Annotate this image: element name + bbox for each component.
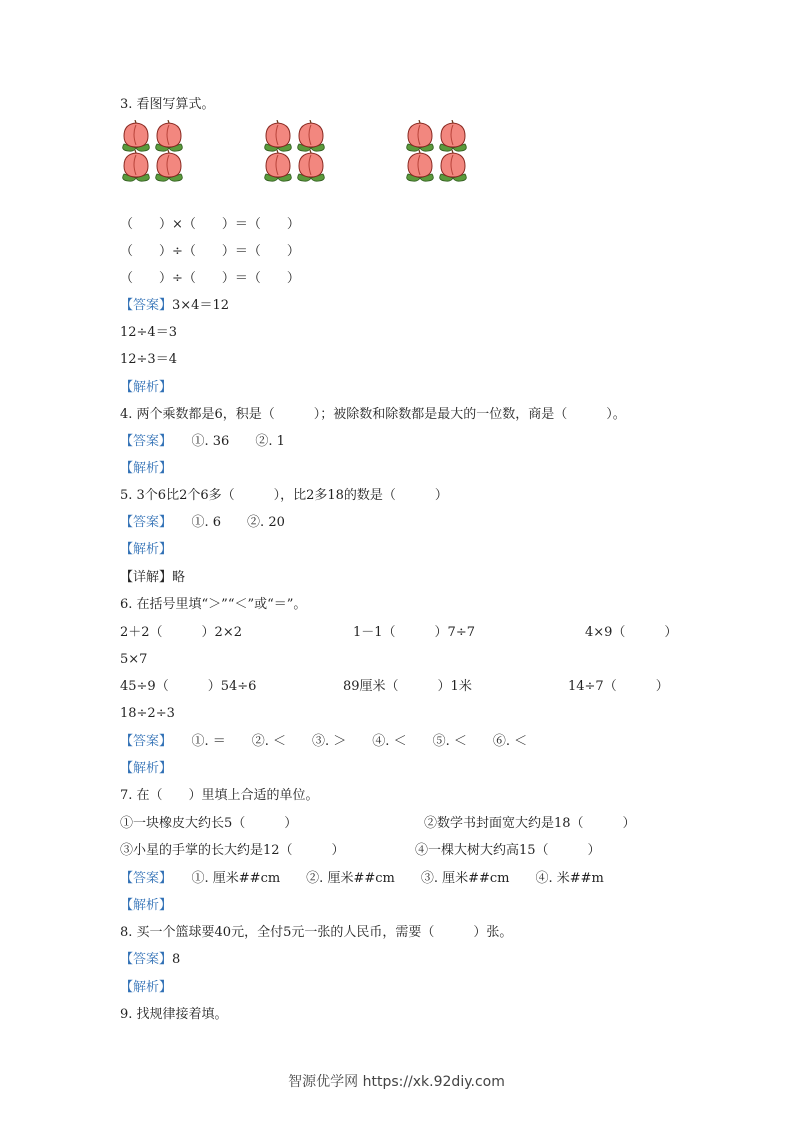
peach-group-3 bbox=[404, 120, 470, 180]
peach-icon bbox=[298, 150, 325, 181]
q3-answer-line2: 12÷4＝3 bbox=[120, 325, 177, 340]
q3-row1: （ ）×（ ）＝（ ） bbox=[120, 217, 300, 232]
answer-tag: 【答案】 bbox=[120, 952, 173, 967]
peach-icon bbox=[440, 150, 467, 181]
q3-analysis: 【解析】 bbox=[120, 380, 173, 395]
answer-tag: 【答案】 bbox=[120, 734, 166, 749]
q3-answer-line3: 12÷3＝4 bbox=[120, 352, 177, 367]
q6-item-3-tail: 5×7 bbox=[120, 652, 148, 667]
q7-analysis: 【解析】 bbox=[120, 898, 173, 913]
answer-text: ①. 36 ②. 1 bbox=[165, 434, 285, 449]
answer-tag: 【答案】 bbox=[120, 298, 173, 313]
q4-analysis: 【解析】 bbox=[120, 461, 173, 476]
q7-item-1: ①一块橡皮大约长5（ ） bbox=[120, 816, 298, 831]
peach-icon bbox=[440, 120, 467, 151]
q6-item-6-tail: 18÷2÷3 bbox=[120, 706, 175, 721]
q4-title: 4. 两个乘数都是6，积是（ ）；被除数和除数都是最大的一位数，商是（ ）。 bbox=[120, 407, 626, 422]
answer-tag: 【答案】 bbox=[120, 871, 166, 886]
peach-icon bbox=[123, 120, 150, 151]
q6-analysis: 【解析】 bbox=[120, 761, 173, 776]
answer-text: ①. 6 ②. 20 bbox=[165, 515, 285, 530]
peach-icon bbox=[407, 120, 434, 151]
q3-row2: （ ）÷（ ）＝（ ） bbox=[120, 244, 300, 259]
peach-icon bbox=[156, 120, 183, 151]
q7-answer bbox=[120, 870, 604, 888]
peach-group-2 bbox=[262, 120, 328, 180]
q3-row3: （ ）÷（ ）＝（ ） bbox=[120, 271, 300, 286]
q6-item-2: 1－1（ ）7÷7 bbox=[353, 625, 475, 640]
peach-icon bbox=[265, 120, 292, 151]
peach-icon bbox=[265, 150, 292, 181]
q9-title: 9. 找规律接着填。 bbox=[120, 1007, 228, 1022]
q4-answer bbox=[120, 433, 285, 451]
q7-item-4: ④一棵大树大约高15（ ） bbox=[415, 843, 601, 858]
q3-answer bbox=[120, 297, 229, 315]
peach-icon bbox=[298, 120, 325, 151]
q8-title: 8. 买一个篮球要40元，全付5元一张的人民币，需要（ ）张。 bbox=[120, 925, 513, 940]
answer-text: 8 bbox=[172, 952, 181, 967]
q5-detail: 【详解】略 bbox=[120, 570, 186, 585]
q7-title: 7. 在（ ）里填上合适的单位。 bbox=[120, 788, 319, 803]
answer-text: ①. ＝ ②. ＜ ③. ＞ ④. ＜ ⑤. ＜ ⑥. ＜ bbox=[165, 734, 528, 749]
footer-watermark: 智源优学网 https://xk.92diy.com bbox=[288, 1074, 505, 1090]
q6-item-3: 4×9（ ） bbox=[585, 625, 678, 640]
q6-item-5: 89厘米（ ）1米 bbox=[343, 679, 472, 694]
answer-tag: 【答案】 bbox=[120, 515, 166, 530]
q8-analysis: 【解析】 bbox=[120, 980, 173, 995]
q5-analysis: 【解析】 bbox=[120, 542, 173, 557]
peach-icon bbox=[123, 150, 150, 181]
q6-item-4: 45÷9（ ）54÷6 bbox=[120, 679, 257, 694]
q6-title: 6. 在括号里填“＞”“＜”或“＝”。 bbox=[120, 597, 307, 612]
peach-group-1 bbox=[120, 120, 186, 180]
q6-answer bbox=[120, 733, 527, 751]
q5-title: 5. 3个6比2个6多（ ），比2多18的数是（ ） bbox=[120, 488, 448, 503]
q7-item-3: ③小星的手掌的长大约是12（ ） bbox=[120, 843, 345, 858]
q5-answer bbox=[120, 514, 285, 532]
answer-text: ①. 厘米##cm ②. 厘米##cm ③. 厘米##cm ④. 米##m bbox=[165, 871, 604, 886]
q8-answer bbox=[120, 951, 180, 969]
q6-item-6: 14÷7（ ） bbox=[568, 679, 669, 694]
answer-tag: 【答案】 bbox=[120, 434, 166, 449]
q7-item-2: ②数学书封面宽大约是18（ ） bbox=[424, 816, 636, 831]
peach-icon bbox=[156, 150, 183, 181]
peach-icon bbox=[407, 150, 434, 181]
q3-title: 3. 看图写算式。 bbox=[120, 97, 215, 112]
answer-text: 3×4＝12 bbox=[172, 298, 229, 313]
q6-item-1: 2＋2（ ）2×2 bbox=[120, 625, 242, 640]
